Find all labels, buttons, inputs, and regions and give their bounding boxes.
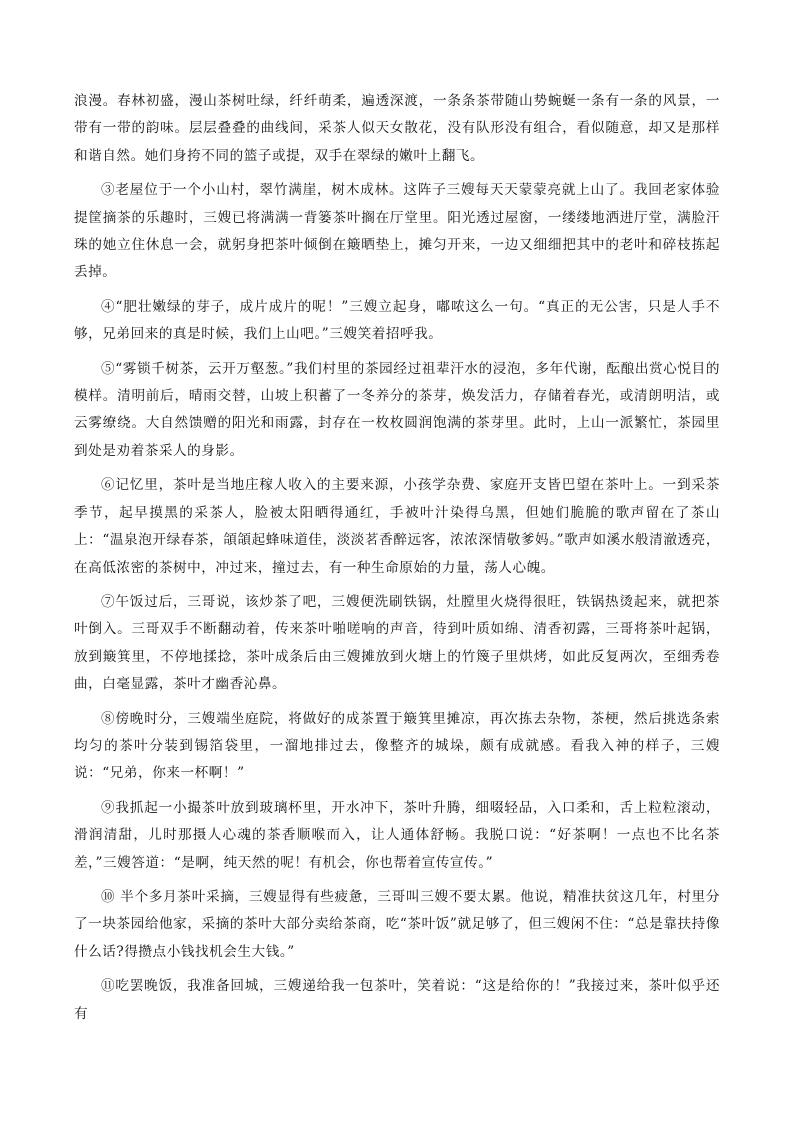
paragraph-5: ⑤“雾锁千树茶，云开万壑葱。”我们村里的茶园经过祖辈汗水的浸泡，多年代谢，酝酿出赏心悦目的模样。清明前后，晴雨交替，山坡上积蓄了一冬养分的茶芽，焕发活力，存储着春光，或清朗明洁，或云雾缭绕。大自然馈赠的阳光和雨露，封存在一枚枚圆润饱满的茶芽里。此时，上山一派繁忙，茶园里到处是劝着茶采人的身影。: [74, 360, 720, 459]
paragraph-7: ⑦午饭过后，三哥说，该炒茶了吧，三嫂便洗刷铁锅，灶膛里火烧得很旺，铁锅热烫起来，就把茶叶倒入。三哥双手不断翻动着，传来茶叶啪嗟响的声音，待到叶质如绵、清香初露，三哥将茶叶起锅，放到簸箕里，不停地揉捻，茶叶成条后由三嫂摊放到火塘上的竹篾子里烘烤，如此反复两次，至细秀卷曲，白毫显露，茶叶才幽香沁鼻。: [74, 593, 720, 693]
paragraph-3: ③老屋位于一个小山村，翠竹满崖，树木成林。这阵子三嫂每天天蒙蒙亮就上山了。我回老家体验提筐摘茶的乐趣时，三嫂已将满满一背篓茶叶搁在厅堂里。阳光透过屋窗，一缕缕地洒进厅堂，满脸汗珠的她立住休息一会，就躬身把茶叶倾倒在簸晒垫上，摊匀开来，一边又细细把其中的老叶和碎枝拣起丢掉。: [74, 182, 720, 281]
paragraph-8: ⑧傍晚时分，三嫂端坐庭院，将做好的成茶置于簸箕里摊凉，再次拣去杂物，茶梗，然后挑选条索均匀的茶叶分装到锡箔袋里，一溜地排过去，像整齐的城垛，颇有成就感。看我入神的样子，三嫂说：“兄弟，你来一杯啊！”: [74, 710, 720, 782]
paragraph-1: 浪漫。春林初盛，漫山茶树吐绿，纤纤萌柔，遍透深渡，一条条茶带随山势蜿蜒一条有一条的风景，一带有一带的韵味。层层叠叠的曲线间，采茶人似天女散花，没有队形没有组合，看似随意，却又是那样和谐自然。她们身挎不同的篮子或提，双手在翠绿的嫩叶上翻飞。: [74, 93, 720, 164]
paragraph-6: ⑥记忆里，茶叶是当地庄稼人收入的主要来源，小孩学杂费、家庭开支皆巴望在茶叶上。一到采茶季节，起早摸黑的采茶人，脸被太阳晒得通红，手被叶汁染得乌黑，但她们脆脆的歌声留在了茶山上：“温泉泡开绿春茶，頜頜起蜂味道佳，淡淡茗香醉远客，浓浓深情敬爹妈。”歌声如溪水般清澈透亮，在高低浓密的茶树中，冲过来，撞过去，有一种生命原始的力量，荡人心魄。: [74, 477, 720, 576]
paragraph-4: ④“肥壮嫩绿的芽子，成片成片的呢！”三嫂立起身，嘟哝这么一句。“真正的无公害，只是人手不够，兄弟回来的真是时候，我们上山吧。”三嫂笑着招呼我。: [74, 298, 720, 343]
paragraph-10: ⑩ 半个多月茶叶采摘，三嫂显得有些疲惫，三哥叫三嫂不要太累。他说，精准扶贫这几年，村里分了一块茶园给他家，采摘的茶叶大部分卖给茶商，吃“茶叶饭”就足够了，但三嫂闲不住：“总是靠扶持像什么话?得攒点小钱找机会生大钱。”: [74, 888, 720, 960]
paragraph-9: ⑨我抓起一小撮茶叶放到玻璃杯里，开水冲下，茶叶升腾，细啜轻品，入口柔和，舌上粒粒滚动，滑润清甜，儿时那摄人心魂的茶香顺喉而入，让人通体舒畅。我脱口说：“好茶啊！一点也不比名茶差，”三嫂答道：“是啊，纯天然的呢！有机会，你也帮着宣传宣传。”: [74, 799, 720, 871]
paragraph-11: ⑪吃罢晚饭，我准备回城，三嫂递给我一包茶叶，笑着说：“这是给你的！”我接过来，茶叶似乎还有: [74, 978, 720, 1022]
document-page: [74, 88, 720, 1035]
